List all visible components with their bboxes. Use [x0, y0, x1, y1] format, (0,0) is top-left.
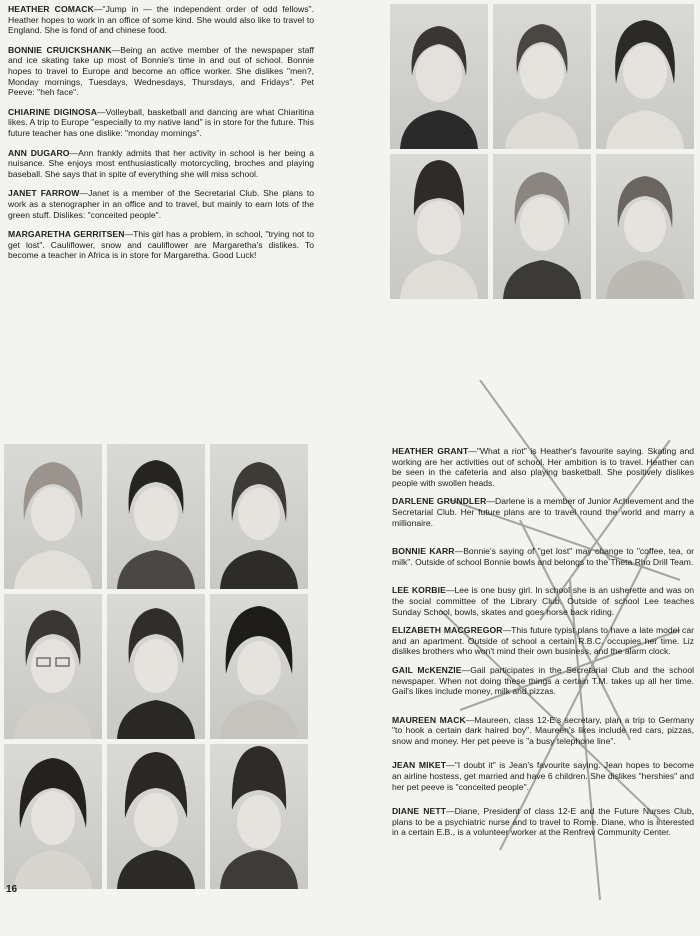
- student-portrait: [4, 444, 102, 589]
- student-name: HEATHER GRANT: [392, 446, 469, 456]
- student-portrait: [493, 154, 591, 299]
- bio-entry: [392, 625, 694, 657]
- student-name: MARGARETHA GERRITSEN: [8, 229, 125, 240]
- bio-entry: [392, 585, 694, 617]
- bio-entry: [392, 496, 694, 528]
- bio-text: —Darlene is a member of Junior Achievement and the Secretarial Club. Her future plans are to travel round the world and marry a millionaire.: [392, 496, 694, 528]
- bio-text: —Gail participates in the Secretarial Club and the school newspaper. When not doing these things a certain T.M. takes up all her time. Gail's likes include money, milk and pizzas.: [392, 664, 695, 697]
- student-name: GAIL McKENZIE: [392, 664, 462, 675]
- student-portrait: [493, 4, 591, 149]
- bio-entry: [8, 229, 314, 261]
- student-portrait: [596, 4, 694, 149]
- student-portrait: [107, 594, 205, 739]
- bio-text: —Maureen, class 12-E's secretary, plan a trip to Germany "to hook a certain dark haired boy". Maureen's likes include red cars, pizzas, snow and money. Her pet peeve is "a busy telephone line".: [392, 714, 695, 746]
- bio-text: —Being an active member of the newspaper staff and ice skating take up most of Bonnie's time in and out of school. Bonnie hopes to travel to Europe and become an office worker. She dislikes "men?, Monday mornings, Tuesdays, Wednesdays, Thursdays, and Fridays". Pet Peeve: "heh face".: [8, 44, 314, 98]
- student-name: LEE KORBIE: [392, 585, 446, 596]
- bio-entry: [392, 546, 694, 567]
- bio-text: —"Jump in — the independent order of odd fellows". Heather hopes to work in an office of some kind. She would also like to travel to England. She is fond of and chinese food.: [8, 4, 314, 36]
- student-portrait: [210, 744, 308, 889]
- student-portrait: [107, 744, 205, 889]
- student-name: BONNIE CRUICKSHANK: [8, 44, 112, 55]
- photo-grid-top-right: [390, 4, 694, 299]
- bio-entry: [392, 665, 694, 697]
- student-portrait: [107, 444, 205, 589]
- student-portrait: [4, 744, 102, 889]
- bio-text: —Volleyball, basketball and dancing are what Chiaritina likes. A trip to Europe "especially to my native land" is in store for the future. This future teacher has one dislike: "monday mornings".: [8, 106, 314, 138]
- bio-text: —This girl has a problem, in school, "trying not to get lost". Cauliflower, snow and cauliflower are Margaretha's dislikes. To become a teacher in Africa is in store for Margaretha. Good Luck!: [8, 229, 314, 261]
- bio-entry: [8, 45, 314, 98]
- student-name: HEATHER COMACK: [8, 4, 94, 14]
- bio-text: —Ann frankly admits that her activity in school is her being a nuisance. She enjoys most enthusiastically motorcycling, broches and playing baseball. She says that in spite of everything she will miss school.: [8, 147, 314, 179]
- bio-entry: [392, 760, 694, 792]
- student-name: JANET FARROW: [8, 188, 80, 199]
- page-number: 16: [6, 884, 18, 895]
- student-name: MAUREEN MACK: [392, 714, 466, 725]
- bio-text: —Diane, President of class 12-E and the Future Nurses Club, plans to be a psychiatric nurse and to travel to Rome. Diane, who is interested in a certain E.B., is a volunteer worker at the Renfrew Community Center.: [392, 806, 694, 838]
- student-name: ANN DUGARO: [8, 147, 70, 158]
- bio-entry: [392, 715, 694, 747]
- photo-grid-bottom-left: [4, 444, 314, 889]
- bio-entry: [8, 148, 314, 180]
- student-name: JEAN MIKET: [392, 760, 447, 771]
- bio-entry: [392, 446, 694, 488]
- bio-entry: [8, 4, 314, 36]
- student-name: CHIARINE DIGINOSA: [8, 106, 98, 117]
- student-portrait: [210, 594, 308, 739]
- student-portrait: [210, 444, 308, 589]
- bio-entry: [8, 188, 314, 220]
- bio-column-bottom-right: [392, 446, 694, 838]
- bio-text: —Lee is one busy girl. In school she is an usherette and was on the social committee of the Library Club. Outside of school Lee teaches Sunday School, bowls, skates and goes horse back riding.: [392, 585, 694, 617]
- student-name: ELIZABETH MACGREGOR: [392, 625, 503, 636]
- student-portrait: [4, 594, 102, 739]
- student-portrait: [390, 4, 488, 149]
- bio-text: —"What a riot" is Heather's favourite saying. Skating and working are her activities out of school. Her ambition is to travel. Heather can be seen in the cafeteria and also playing basketball. She positively dislikes people with swollen heads.: [392, 446, 694, 488]
- bio-entry: [392, 806, 694, 838]
- bio-text: —This future typist plans to have a late model car and an apartment. Outside of school a certain R.B.C. occupies her time. Liz dislikes brothers who won't mind their own business, and the alarm clock.: [392, 625, 694, 657]
- bio-text: —Bonnie's saying of "get lost" may change to "coffee, tea, or milk". Outside of school Bonnie bowls and belongs to the Theta Rho Drill Team.: [392, 546, 694, 567]
- bio-entry: [8, 107, 314, 139]
- student-name: DARLENE GRUNDLER: [392, 496, 487, 507]
- bio-column-top-left: [8, 4, 314, 261]
- student-portrait: [596, 154, 694, 299]
- student-name: BONNIE KARR: [392, 546, 455, 557]
- bio-text: —"I doubt it" is Jean's favourite saying. Jean hopes to become an airline hostess, get married and have 6 children. She dislikes "hershies" and her pet peeve is "conceited people".: [392, 760, 694, 792]
- student-portrait: [390, 154, 488, 299]
- student-name: DIANE NETT: [392, 806, 447, 817]
- bio-text: —Janet is a member of the Secretarial Club. She plans to work as a stenographer in an office and to travel, but mainly to earn lots of the green stuff. Dislikes: "conceited people".: [8, 188, 315, 220]
